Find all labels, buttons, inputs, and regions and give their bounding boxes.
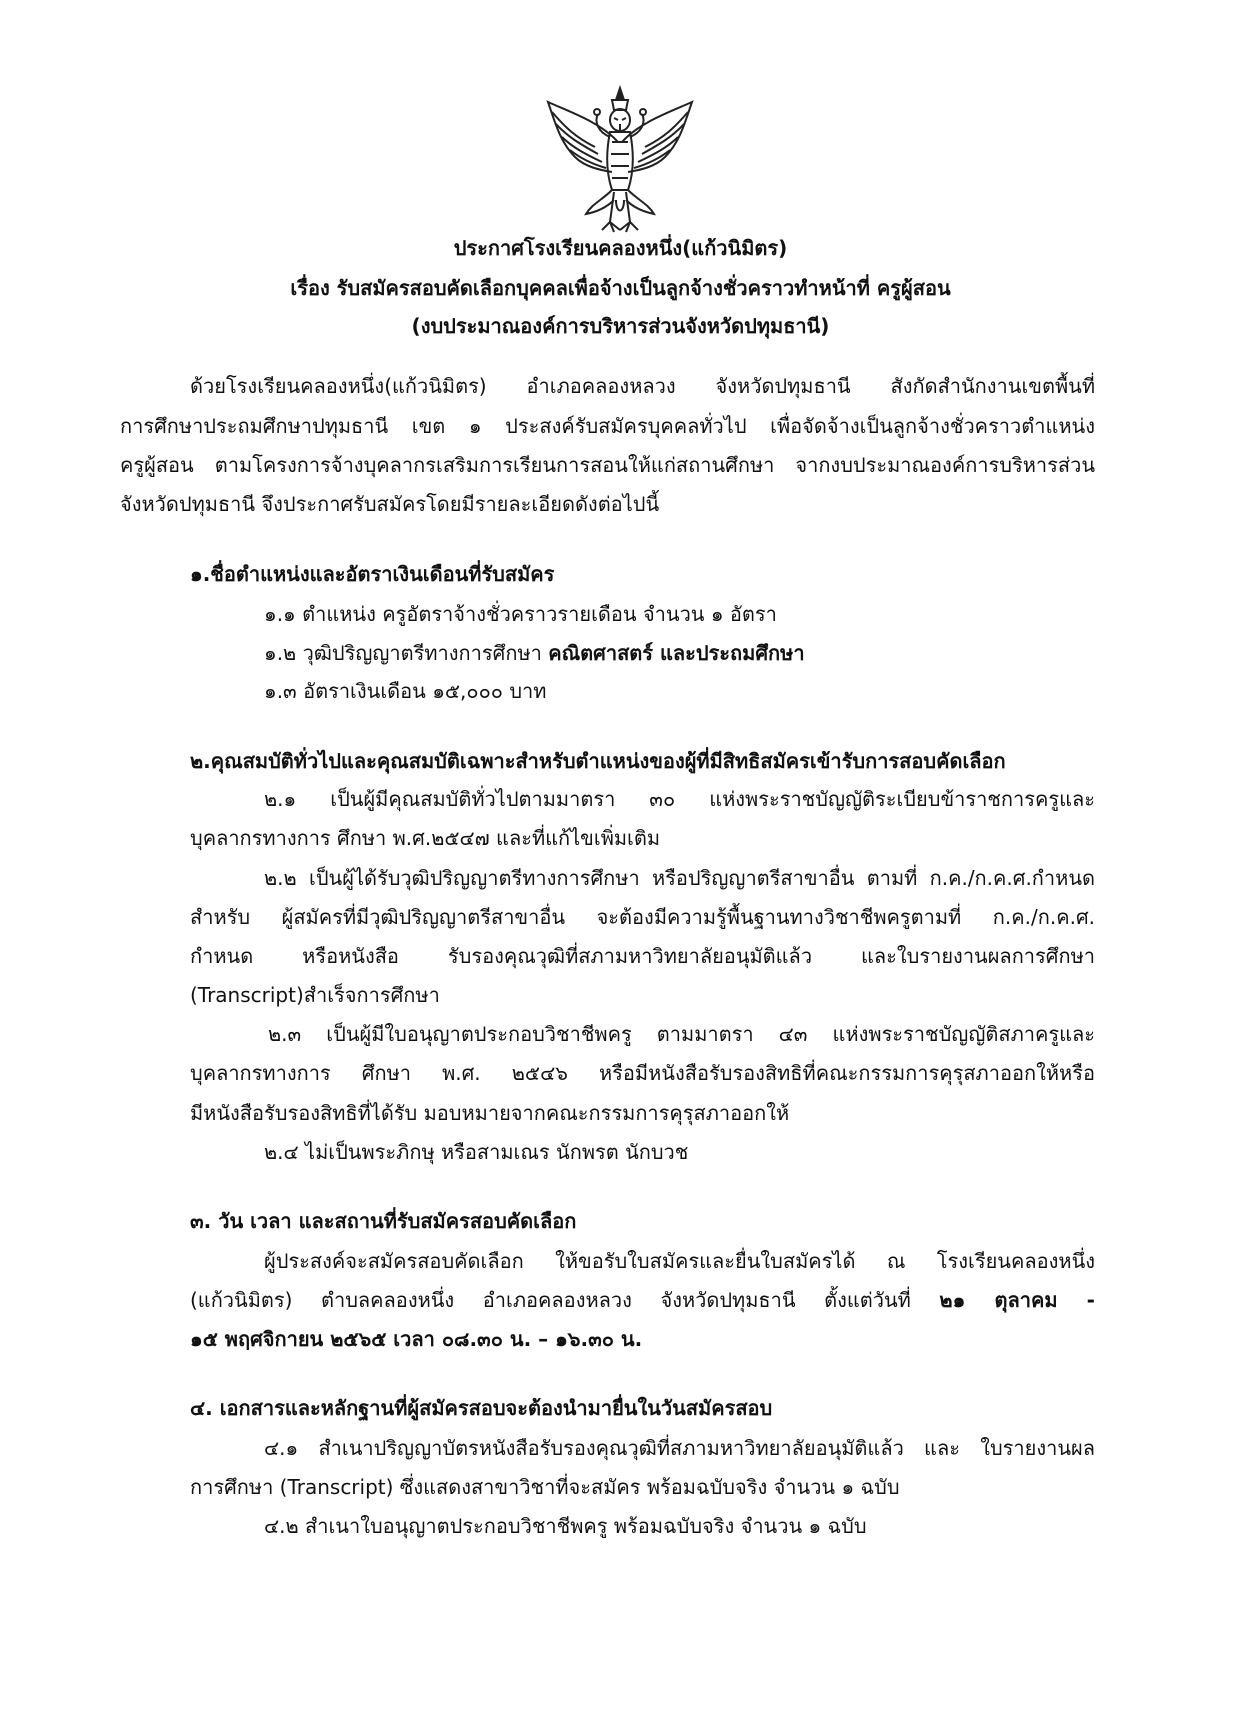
section3-line-2 [190,1284,1095,1316]
section4-item-2: ๔.๒ สำเนาใบอนุญาตประกอบวิชาชีพครู พร้อมฉบับจริง จำนวน ๑ ฉบับ [264,1514,867,1538]
section1-item-1: ๑.๑ ตำแหน่ง ครูอัตราจ้างชั่วคราวรายเดือน จำนวน ๑ อัตรา [264,602,777,626]
section1-item-2-text: ๑.๒ วุฒิปริญญาตรีทางการศึกษา [264,641,549,665]
garuda-emblem-icon [540,82,700,240]
section2-item-3-line-2: บุคลากรทางการ ศึกษา พ.ศ. ๒๕๔๖ หรือมีหนังสือรับรองสิทธิที่คณะกรรมการคุรุสภาออกให้หรือ [190,1061,1095,1085]
section2-item-1-line-2: บุคลากรทางการ ศึกษา พ.ศ.๒๕๔๗ และที่แก้ไขเพิ่มเติม [190,826,661,850]
intro-line-3: ครูผู้สอน ตามโครงการจ้างบุคลากรเสริมการเรียนการสอนให้แก่สถานศึกษา จากงบประมาณองค์การบริหารส่วน [120,453,1095,477]
section3-line-1: ผู้ประสงค์จะสมัครสอบคัดเลือก ให้ขอรับใบสมัครและยื่นใบสมัครได้ ณ โรงเรียนคลองหนึ่ง [264,1249,1095,1273]
section3-end-date-time: ๑๕ พฤศจิกายน ๒๕๖๕ เวลา ๐๘.๓๐ น. – ๑๖.๓๐ น. [190,1327,643,1351]
intro-line-4: จังหวัดปทุมธานี จึงประกาศรับสมัครโดยมีรายละเอียดดังต่อไปนี้ [120,492,660,516]
section1-item-2-subjects: คณิตศาสตร์ และประถมศึกษา [548,641,805,665]
section2-heading: ๒.คุณสมบัติทั่วไปและคุณสมบัติเฉพาะสำหรับตำแหน่งของผู้ที่มีสิทธิสมัครเข้ารับการสอบคัดเลือก [190,749,1006,773]
intro-line-2: การศึกษาประถมศึกษาปทุมธานี เขต ๑ ประสงค์รับสมัครบุคคลทั่วไป เพื่อจัดจ้างเป็นลูกจ้างชั่วคราวตำแหน่ง [120,414,1095,438]
section2-item-4: ๒.๔ ไม่เป็นพระภิกษุ หรือสามเณร นักพรต นักบวช [264,1140,689,1164]
section2-item-2-line-4: (Transcript)สำเร็จการศึกษา [190,983,440,1007]
title-line-3: (งบประมาณองค์การบริหารส่วนจังหวัดปทุมธานี) [411,314,830,338]
section3-line-2-text: (แก้วนิมิตร) ตำบลคลองหนึ่ง อำเภอคลองหลวง จังหวัดปทุมธานี ตั้งแต่วันที่ [190,1288,940,1312]
title-line-1: ประกาศโรงเรียนคลองหนึ่ง(แก้วนิมิตร) [453,236,788,260]
section2-item-3-line-3: มีหนังสือรับรองสิทธิที่ได้รับ มอบหมายจากคณะกรรมการคุรุสภาออกให้ [190,1101,790,1125]
section2-item-2-line-3: กำหนด หรือหนังสือ รับรองคุณวุฒิที่สภามหาวิทยาลัยอนุมัติแล้ว และใบรายงานผลการศึกษา [190,944,1095,968]
section2-item-3-line-1: ๒.๓ เป็นผู้มีใบอนุญาตประกอบวิชาชีพครู ตามมาตรา ๔๓ แห่งพระราชบัญญัติสภาครูและ [268,1022,1095,1046]
section1-item-2 [264,637,805,669]
section4-item-1-line-2: การศึกษา (Transcript) ซึ่งแสดงสาขาวิชาที่จะสมัคร พร้อมฉบับจริง จำนวน ๑ ฉบับ [190,1475,900,1499]
title-line-2: เรื่อง รับสมัครสอบคัดเลือกบุคคลเพื่อจ้างเป็นลูกจ้างชั่วคราวทำหน้าที่ ครูผู้สอน [290,276,951,300]
section1-item-3: ๑.๓ อัตราเงินเดือน ๑๕,๐๐๐ บาท [264,679,547,703]
section3-heading: ๓. วัน เวลา และสถานที่รับสมัครสอบคัดเลือก [190,1209,577,1233]
section4-item-1-line-1: ๔.๑ สำเนาปริญญาบัตรหนังสือรับรองคุณวุฒิที่สภามหาวิทยาลัยอนุมัติแล้ว และ ใบรายงานผล [264,1436,1095,1460]
intro-line-1: ด้วยโรงเรียนคลองหนึ่ง(แก้วนิมิตร) อำเภอคลองหลวง จังหวัดปทุมธานี สังกัดสำนักงานเขตพื้นที่ [190,374,1095,398]
section1-heading: ๑.ชื่อตำแหน่งและอัตราเงินเดือนที่รับสมัคร [190,562,555,586]
section3-start-date: ๒๑ ตุลาคม - [939,1288,1095,1312]
section4-heading: ๔. เอกสารและหลักฐานที่ผู้สมัครสอบจะต้องนำมายื่นในวันสมัครสอบ [190,1396,773,1420]
section2-item-2-line-2: สำหรับ ผู้สมัครที่มีวุฒิปริญญาตรีสาขาอื่น จะต้องมีความรู้พื้นฐานทางวิชาชีพครูตามที่ ก.ค./ก.ค.ศ. [190,905,1095,929]
section2-item-1-line-1: ๒.๑ เป็นผู้มีคุณสมบัติทั่วไปตามมาตรา ๓๐ แห่งพระราชบัญญัติระเบียบข้าราชการครูและ [264,787,1095,811]
section2-item-2-line-1: ๒.๒ เป็นผู้ได้รับวุฒิปริญญาตรีทางการศึกษา หรือปริญญาตรีสาขาอื่น ตามที่ ก.ค./ก.ค.ศ.กำหนด [264,866,1095,890]
